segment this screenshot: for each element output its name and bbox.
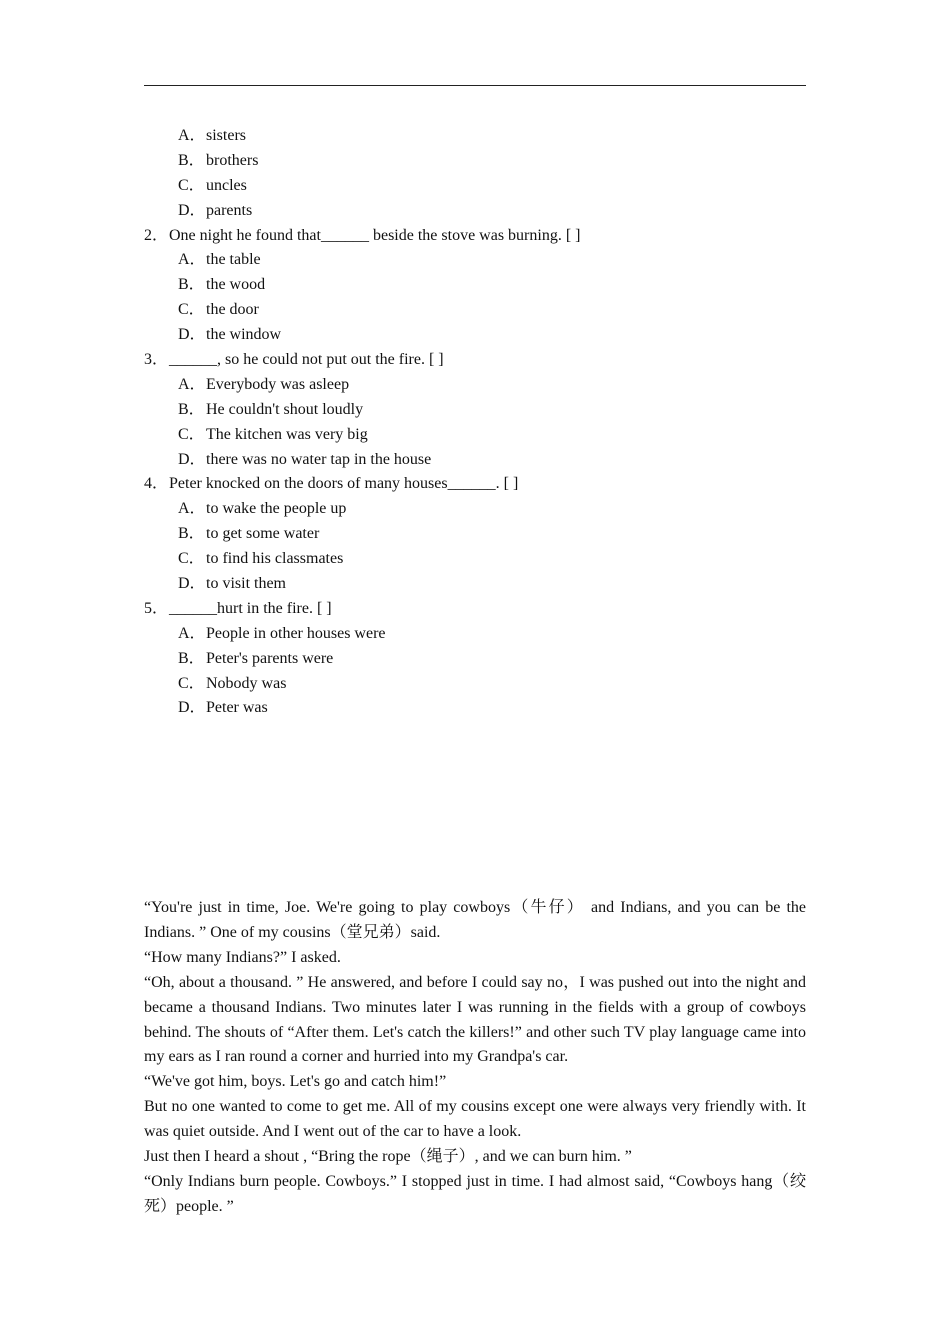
passage-paragraph: “How many Indians?” I asked. bbox=[144, 948, 341, 966]
option-q4-c: C．to find his classmates bbox=[178, 550, 344, 568]
option-q5-a: A．People in other houses were bbox=[178, 624, 386, 642]
reading-passage bbox=[144, 896, 806, 1220]
question-5-stem: 5．______hurt in the fire. [ ] bbox=[144, 599, 332, 617]
passage-paragraph: “Only Indians burn people. Cowboys.” I stopped just in time. I had almost said, “Cowboys hang（绞死）people. ” bbox=[144, 1172, 806, 1215]
option-q3-c: C．The kitchen was very big bbox=[178, 425, 368, 443]
header-rule bbox=[144, 85, 806, 86]
passage-paragraph: But no one wanted to come to get me. All of my cousins except one were always very friendly with. It was quiet outside. And I went out of the car to have a look. bbox=[144, 1098, 806, 1141]
passage-paragraph: “You're just in time, Joe. We're going to play cowboys（牛仔） and Indians, and you can be the Indians. ” One of my cousins（堂兄弟）said. bbox=[144, 899, 806, 941]
option-q4-b: B．to get some water bbox=[178, 525, 320, 543]
option-q4-d: D．to visit them bbox=[178, 575, 286, 593]
question-list bbox=[144, 124, 806, 721]
option-q5-d: D．Peter was bbox=[178, 699, 268, 717]
question-3-stem: 3．______, so he could not put out the fire. [ ] bbox=[144, 351, 444, 369]
passage-paragraph: “Oh, about a thousand. ” He answered, and before I could say no，I was pushed out into the night and became a thousand Indians. Two minutes later I was running in the fields with a group of cowboys behind. The shouts of “After them. Let's catch the killers!” and other such TV play language came into my ears as I ran round a corner and hurried into my Grandpa's car. bbox=[144, 973, 806, 1066]
option-q1-a: A．sisters bbox=[178, 127, 246, 144]
question-4-stem: 4．Peter knocked on the doors of many houses______. [ ] bbox=[144, 475, 519, 493]
option-q1-d: D．parents bbox=[178, 201, 253, 219]
option-q2-a: A．the table bbox=[178, 251, 261, 269]
option-q2-c: C．the door bbox=[178, 301, 259, 319]
option-q3-b: B．He couldn't shout loudly bbox=[178, 400, 364, 418]
question-2-stem: 2．One night he found that______ beside the stove was burning. [ ] bbox=[144, 226, 581, 244]
option-q3-d: D．there was no water tap in the house bbox=[178, 450, 432, 468]
passage-paragraph: Just then I heard a shout , “Bring the rope（绳子）, and we can burn him. ” bbox=[144, 1148, 632, 1166]
option-q5-b: B．Peter's parents were bbox=[178, 649, 334, 667]
option-q3-a: A．Everybody was asleep bbox=[178, 375, 350, 393]
option-q1-b: B．brothers bbox=[178, 151, 259, 169]
option-q2-d: D．the window bbox=[178, 326, 282, 344]
option-q1-c: C．uncles bbox=[178, 176, 247, 194]
option-q2-b: B．the wood bbox=[178, 276, 266, 294]
option-q5-c: C．Nobody was bbox=[178, 674, 287, 692]
passage-paragraph: “We've got him, boys. Let's go and catch him!” bbox=[144, 1073, 447, 1091]
option-q4-a: A．to wake the people up bbox=[178, 500, 347, 518]
